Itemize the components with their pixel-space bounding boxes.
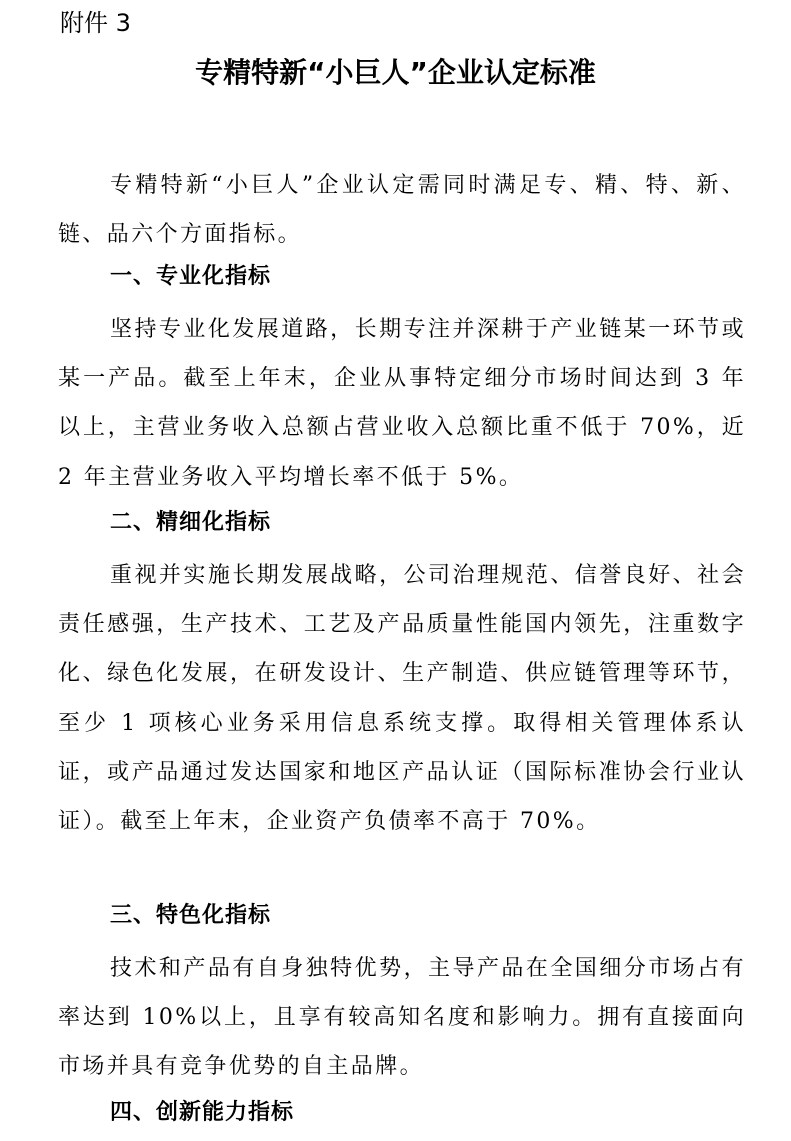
document-title: 专精特新“小巨人”企业认定标准 — [195, 56, 596, 89]
section-body-specialization: 坚持专业化发展道路，长期专注并深耕于产业链某一环节或某一产品。截至上年末，企业从事特定细分市场时间达到 3 年以上，主营业务收入总额占营业收入总额比重不低于 70%，近 2 年主营业务收入平均增长率不低于 5%。 — [58, 317, 746, 490]
section-body-refinement: 重视并实施长期发展战略，公司治理规范、信誉良好、社会责任感强，生产技术、工艺及产品质量性能国内领先，注重数字化、绿色化发展，在研发设计、生产制造、供应链管理等环节，至少 1 项核心业务采用信息系统支撑。取得相关管理体系认证，或产品通过发达国家和地区产品认证（国际标准协会行业认证）。截至上年末，企业资产负债率不高于 70%。 — [58, 563, 746, 835]
section-heading-refinement: 二、精细化指标 — [110, 510, 272, 535]
section-heading-specialization: 一、专业化指标 — [110, 264, 272, 289]
attachment-label: 附件 3 — [60, 9, 131, 37]
section-body-characteristic: 技术和产品有自身独特优势，主导产品在全国细分市场占有率达到 10%以上，且享有较高知名度和影响力。拥有直接面向市场并具有竞争优势的自主品牌。 — [58, 956, 746, 1080]
section-heading-characteristic: 三、特色化指标 — [110, 903, 272, 928]
intro-paragraph: 专精特新“小巨人”企业认定需同时满足专、精、特、新、链、品六个方面指标。 — [58, 173, 746, 248]
section-heading-innovation: 四、创新能力指标 — [110, 1100, 295, 1125]
